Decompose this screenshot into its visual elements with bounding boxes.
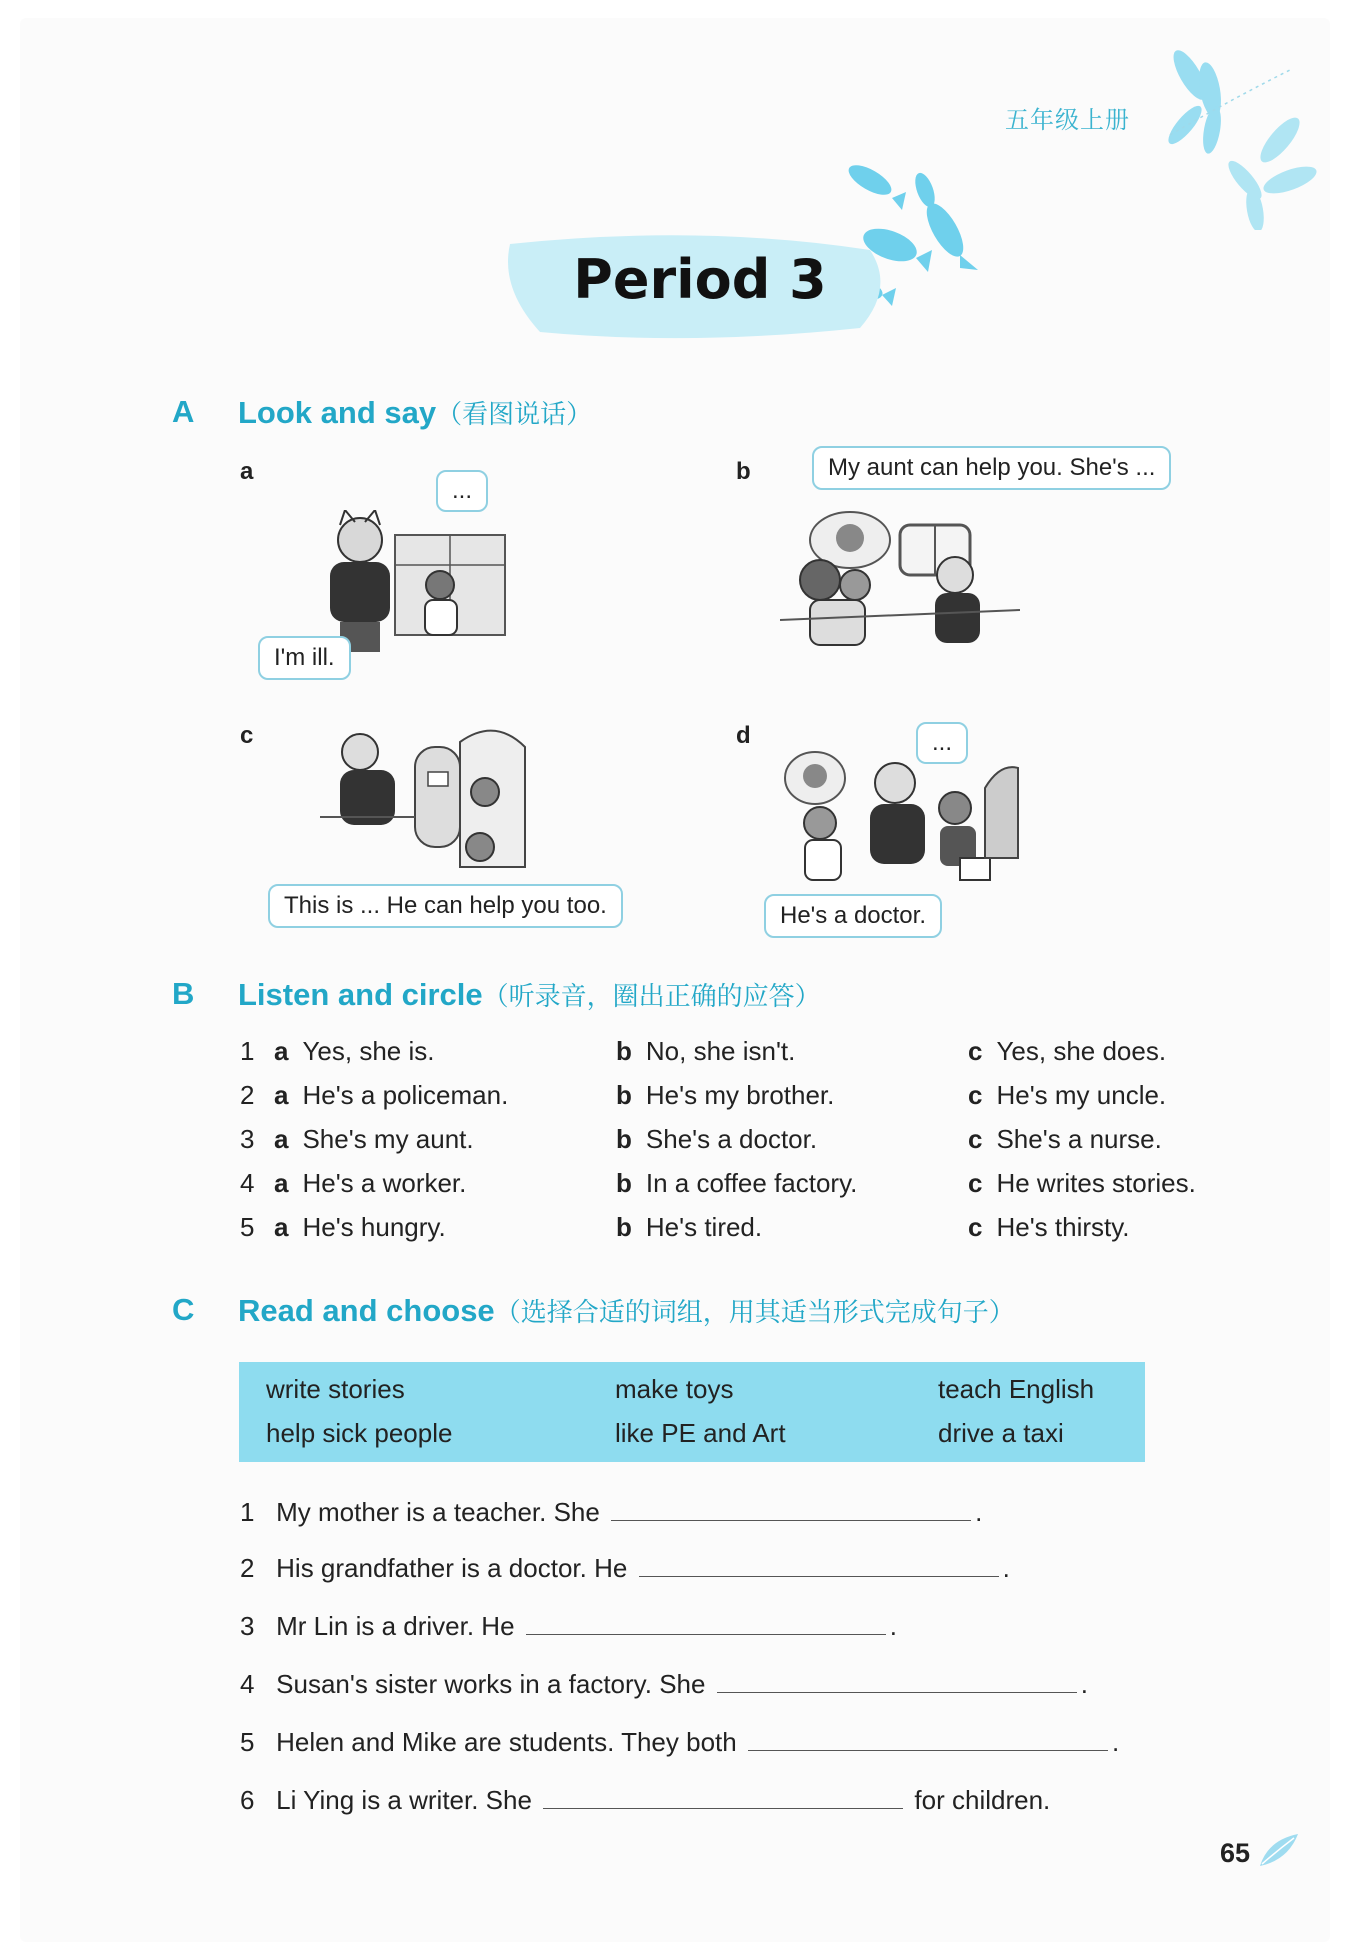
- word-bank-item: like PE and Art: [615, 1418, 786, 1448]
- option-text: He's tired.: [645, 1212, 763, 1242]
- option-a[interactable]: [274, 1036, 434, 1067]
- picture-b-bubble: My aunt can help you. She's ...: [812, 446, 1171, 490]
- picture-b-illustration: [780, 510, 1020, 660]
- option-letter: b: [616, 1080, 632, 1110]
- sentence-text: Mr Lin is a driver. He: [276, 1611, 515, 1641]
- option-c[interactable]: [968, 1168, 1196, 1199]
- sentence-end: .: [975, 1497, 983, 1527]
- answer-blank[interactable]: [717, 1668, 1077, 1693]
- item-number: 3: [240, 1124, 255, 1154]
- option-a[interactable]: [274, 1168, 466, 1199]
- sentence-number: 4: [240, 1669, 255, 1699]
- option-text: In a coffee factory.: [645, 1168, 858, 1198]
- option-letter: c: [968, 1036, 983, 1066]
- option-text: No, she isn't.: [645, 1036, 796, 1066]
- option-text: She's a nurse.: [996, 1124, 1162, 1154]
- sentence-number: 2: [240, 1553, 255, 1583]
- option-text: He's my uncle.: [996, 1080, 1167, 1110]
- section-a-title: [238, 394, 592, 431]
- sentence-end: .: [1080, 1669, 1088, 1699]
- option-letter: b: [616, 1124, 632, 1154]
- item-number: 5: [240, 1212, 255, 1242]
- option-letter: a: [274, 1124, 289, 1154]
- sentence-number: 6: [240, 1785, 255, 1815]
- option-letter: a: [274, 1168, 289, 1198]
- option-a[interactable]: [274, 1212, 446, 1243]
- answer-blank[interactable]: [543, 1784, 903, 1809]
- sentence-end: .: [889, 1611, 898, 1641]
- option-b[interactable]: [616, 1080, 834, 1111]
- picture-d-bubble-bottom: He's a doctor.: [764, 894, 942, 938]
- option-a[interactable]: [274, 1124, 474, 1155]
- sentence-4: [240, 1668, 1088, 1700]
- option-b[interactable]: [616, 1168, 857, 1199]
- sentence-text: Susan's sister works in a factory. She: [276, 1669, 706, 1699]
- sentence-end: for children.: [914, 1785, 1051, 1815]
- option-text: He's hungry.: [302, 1212, 446, 1242]
- option-letter: b: [616, 1168, 632, 1198]
- title-banner: [500, 228, 880, 340]
- picture-c-illustration: [320, 722, 540, 872]
- option-letter: a: [274, 1212, 289, 1242]
- option-c[interactable]: [968, 1124, 1162, 1155]
- word-bank-item: write stories: [266, 1374, 405, 1404]
- leaf-icon: [1258, 1830, 1300, 1870]
- section-b-letter: B: [172, 976, 195, 1011]
- answer-blank[interactable]: [639, 1552, 999, 1577]
- section-c-letter: C: [172, 1292, 195, 1327]
- picture-a-label: a: [240, 458, 254, 485]
- option-text: Yes, she is.: [302, 1036, 435, 1066]
- option-text: Yes, she does.: [996, 1036, 1167, 1066]
- sentence-3: [240, 1610, 897, 1642]
- picture-a-bubble-bottom: I'm ill.: [258, 636, 351, 680]
- section-b-title-cn: （听录音，圈出正确的应答）: [482, 981, 821, 1011]
- picture-d-bubble-top: ...: [916, 722, 968, 764]
- option-letter: a: [274, 1036, 289, 1066]
- page-title: Period 3: [573, 248, 827, 311]
- answer-blank[interactable]: [611, 1496, 971, 1521]
- sentence-text: Li Ying is a writer. She: [276, 1785, 532, 1815]
- option-letter: c: [968, 1212, 983, 1242]
- page-number: 65: [1220, 1838, 1251, 1868]
- sentence-number: 1: [240, 1497, 255, 1527]
- option-text: He's a policeman.: [302, 1080, 509, 1110]
- sentence-end: .: [1111, 1727, 1120, 1757]
- word-bank-item: help sick people: [266, 1418, 453, 1448]
- option-text: He's thirsty.: [996, 1212, 1130, 1242]
- sentence-1: [240, 1496, 982, 1528]
- word-bank-item: drive a taxi: [938, 1418, 1064, 1448]
- sentence-2: [240, 1552, 1010, 1584]
- option-c[interactable]: [968, 1036, 1166, 1067]
- option-text: He writes stories.: [996, 1168, 1196, 1198]
- picture-b-label: b: [736, 458, 751, 485]
- sentence-end: .: [1002, 1553, 1010, 1583]
- item-number: 4: [240, 1168, 255, 1198]
- sentence-text: His grandfather is a doctor. He: [276, 1553, 628, 1583]
- sentence-5: [240, 1726, 1119, 1758]
- picture-a-bubble-top: ...: [436, 470, 488, 512]
- section-a-letter: A: [172, 394, 195, 429]
- item-number: 1: [240, 1036, 255, 1066]
- option-c[interactable]: [968, 1212, 1130, 1243]
- section-b-title: [238, 976, 821, 1013]
- section-a-title-cn: （看图说话）: [436, 399, 593, 429]
- picture-d-illustration: [780, 748, 1020, 888]
- option-letter: c: [968, 1124, 983, 1154]
- option-b[interactable]: [616, 1036, 795, 1067]
- answer-blank[interactable]: [526, 1610, 886, 1635]
- option-text: He's a worker.: [302, 1168, 467, 1198]
- option-letter: b: [616, 1212, 632, 1242]
- section-b-title-en: Listen and circle: [238, 977, 483, 1012]
- option-text: She's a doctor.: [645, 1124, 818, 1154]
- option-b[interactable]: [616, 1212, 762, 1243]
- option-a[interactable]: [274, 1080, 508, 1111]
- option-c[interactable]: [968, 1080, 1166, 1111]
- option-text: He's my brother.: [645, 1080, 835, 1110]
- picture-c-bubble: This is ... He can help you too.: [268, 884, 623, 928]
- sentence-number: 3: [240, 1611, 255, 1641]
- option-b[interactable]: [616, 1124, 817, 1155]
- dragonfly-icon: [1140, 40, 1320, 230]
- option-letter: a: [274, 1080, 289, 1110]
- section-c-title: [238, 1292, 1015, 1329]
- sentence-text: My mother is a teacher. She: [276, 1497, 600, 1527]
- option-text: She's my aunt.: [302, 1124, 474, 1154]
- picture-c-label: c: [240, 722, 254, 749]
- section-c-title-en: Read and choose: [238, 1293, 495, 1328]
- word-bank-item: make toys: [615, 1374, 734, 1404]
- item-number: 2: [240, 1080, 255, 1110]
- option-letter: c: [968, 1168, 983, 1198]
- sentence-number: 5: [240, 1727, 255, 1757]
- section-c-title-cn: （选择合适的词组，用其适当形式完成句子）: [494, 1297, 1015, 1327]
- grade-label: 五年级上册: [1005, 107, 1130, 134]
- picture-d-label: d: [736, 722, 751, 749]
- sentence-text: Helen and Mike are students. They both: [276, 1727, 737, 1757]
- sentence-6: [240, 1784, 1050, 1816]
- word-bank-item: teach English: [938, 1374, 1095, 1404]
- answer-blank[interactable]: [748, 1726, 1108, 1751]
- option-letter: c: [968, 1080, 983, 1110]
- option-letter: b: [616, 1036, 632, 1066]
- section-a-title-en: Look and say: [238, 395, 437, 430]
